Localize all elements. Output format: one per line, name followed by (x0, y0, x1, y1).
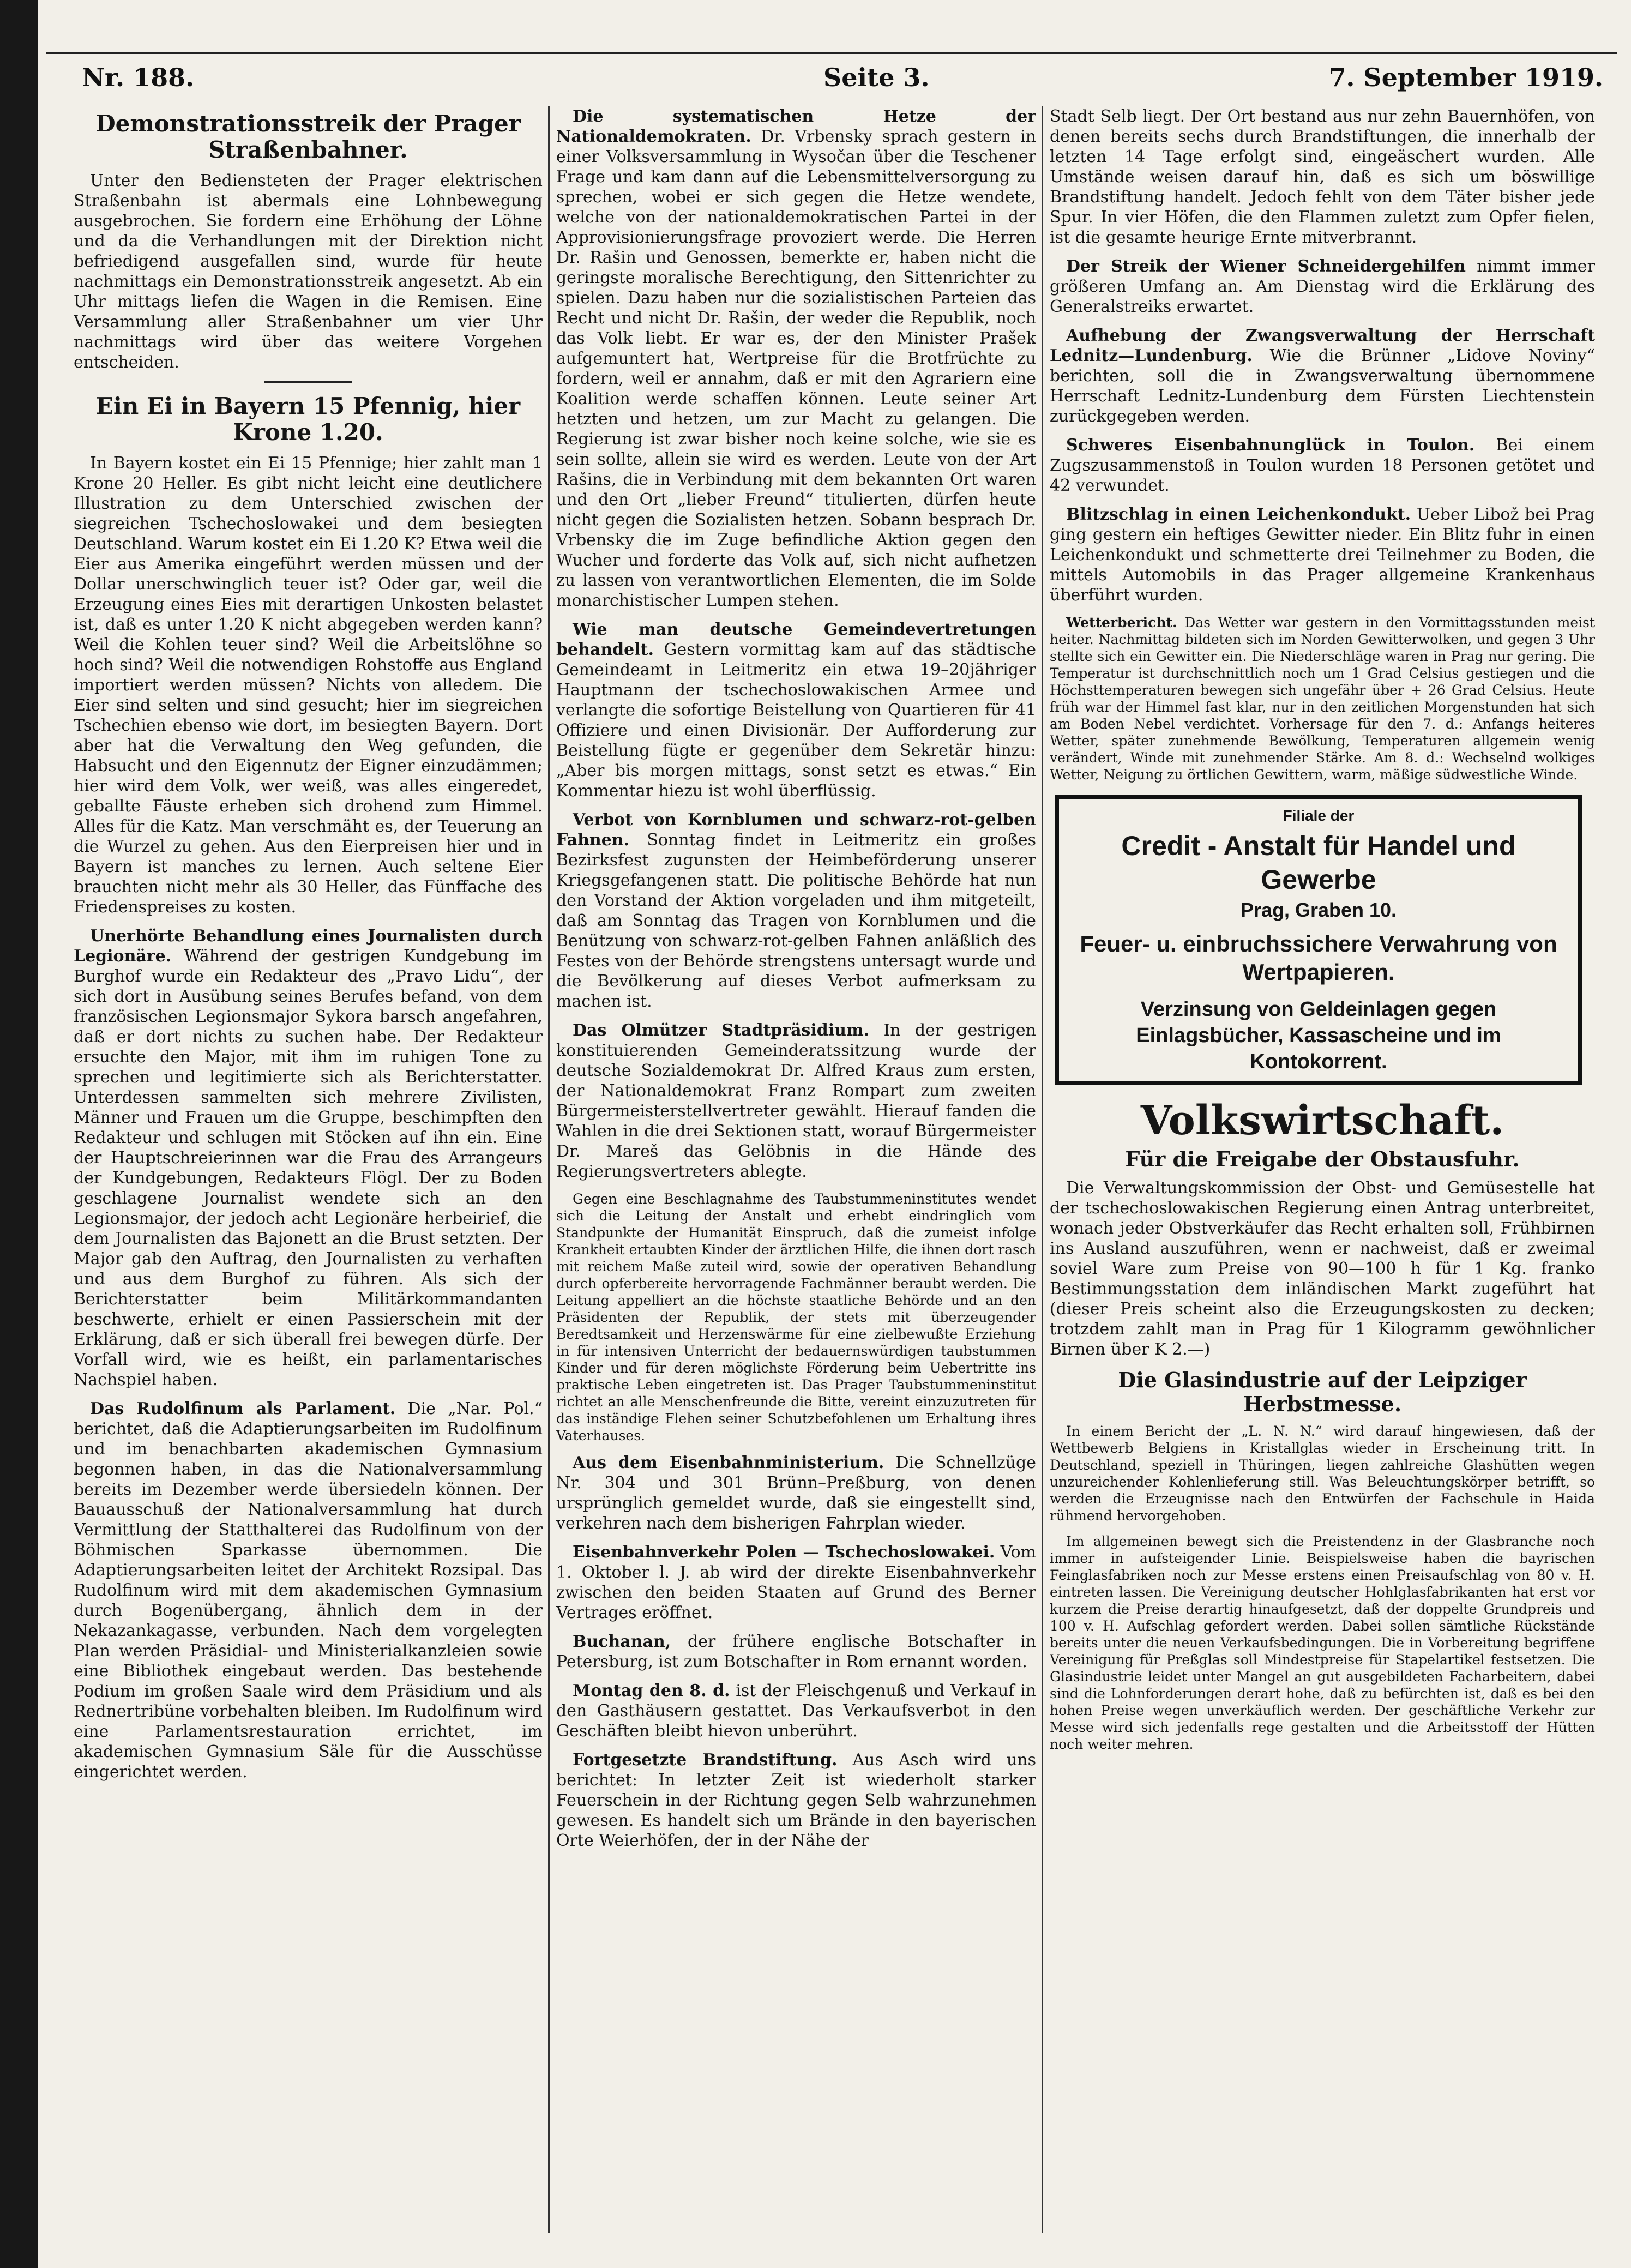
column-3 (1050, 106, 1595, 2222)
headline-ei: Ein Ei in Bayern 15 Pfennig, hier Krone 1.20. (95, 393, 521, 446)
article-fleisch (556, 1681, 1036, 1741)
article-kornblumen-title: Verbot von Kornblumen und schwarz-rot-gelben Fahnen. (556, 810, 1036, 850)
article-kornblumen (556, 810, 1036, 1012)
article-wetter (1050, 614, 1595, 783)
article-journalist (74, 926, 543, 1390)
article-rudolfinum-body: Die „Nar. Pol.“ berichtet, daß die Adaptierungsarbeiten im Rudolfinum und im benachbarten akademischen Gymnasium begonnen haben, in das die Nationalversammlung bereits im Dezember werde übersiedeln können. Der Bauausschuß der Nationalversammlung hat durch Vermittlung der Statthalterei das Rudolfinum von der Böhmischen Sparkasse übernommen. Die Adaptierungsarbeiten leitet der Architekt Rozsipal. Das Rudolfinum wird mit dem akademischen Gymnasium durch Bogenübergang, ähnlich dem in der Nekazankagasse, verbunden. Nach dem vorgelegten Plan werden Präsidial- und Ministerialkanzleien sowie eine Bibliothek eingebaut werden. Das bestehende Podium im großen Saale wird dem Präsidium und als Rednertribüne vorbehalten bleiben. Im Rudolfinum wird eine Parlamentsrestauration errichtet, im akademischen Gymnasium Säle für die Ausschüsse eingerichtet werden. (74, 1399, 543, 1782)
article-schneider-body: nimmt immer größeren Umfang an. Am Dienstag wird die Erklärung des Generalstreiks erwartet. (1050, 257, 1595, 316)
issue-date: 7. September 1919. (1328, 63, 1603, 92)
article-olmuetz (556, 1020, 1036, 1182)
article-olmuetz-body: In der gestrigen konstituierenden Gemeinderatssitzung wurde der deutsche Sozialdemokrat Dr. Alfred Kraus zum ersten, der Nationaldemokrat Franz Rompart zum zweiten Bürgermeisterstellvertreter gewählt. Hierauf fanden die Wahlen in die drei Sektionen statt, worauf Bürgermeister Dr. Mareš das Gelöbnis in die Hände des Regierungsvertreters ablegte. (556, 1021, 1036, 1181)
article-gemeindevertretungen-title: Wie man deutsche Gemeindevertretungen behandelt. (556, 620, 1036, 659)
article-toulon (1050, 435, 1595, 496)
article-toulon-body: Bei einem Zugszusammenstoß in Toulon wurden 18 Personen getötet und 42 verwundet. (1050, 436, 1595, 495)
issue-number: Nr. 188. (82, 63, 195, 92)
column-2 (556, 106, 1036, 2222)
article-lednitz-title: Aufhebung der Zwangsverwaltung der Herrschaft Lednitz—Lundenburg. (1050, 326, 1595, 365)
article-buchanan (556, 1632, 1036, 1672)
article-journalist-title: Unerhörte Behandlung eines Journalisten durch Legionäre. (74, 927, 543, 966)
article-eisenbahnministerium-title: Aus dem Eisenbahnministerium. (573, 1453, 884, 1472)
ad-line-filiale: Filiale der (1283, 807, 1355, 824)
article-polen-body: Vom 1. Oktober l. J. ab wird der direkte Eisenbahnverkehr zwischen den beiden Staaten auf Grund des Berner Vertrages eröffnet. (556, 1543, 1036, 1622)
article-polen (556, 1542, 1036, 1623)
headline-glasindustrie: Die Glasindustrie auf der Leipziger Herbstmesse. (1118, 1368, 1527, 1416)
article-schneider (1050, 256, 1595, 317)
article-hetze (556, 106, 1036, 611)
article-kornblumen-body: Sonntag findet in Leitmeritz ein großes Bezirksfest zugunsten der Heimbeförderung unserer Kriegsgefangenen statt. Die politische Behörde hat nun den Vorstand der Aktion vorgeladen und ihm mitgeteilt, daß am Sonntag das Tragen von Kornblumen und die Benützung von schwarz-rot-gelben Fahnen anläßlich des Festes von der Behörde strengstens untersagt wurde und die Bevölkerung auf dieses Verbot aufmerksam zu machen ist. (556, 831, 1036, 1011)
ad-line-bank-name: Credit - Anstalt für Handel und Gewerbe (1121, 831, 1516, 895)
article-brandstiftung (556, 1750, 1036, 1851)
page-number: Seite 3. (823, 63, 930, 92)
article-buchanan-body: der frühere englische Botschafter in Petersburg, ist zum Botschafter in Rom ernannt worden. (556, 1632, 1036, 1671)
separator (264, 381, 352, 383)
article-hetze-body: Dr. Vrbensky sprach gestern in einer Volksversammlung in Wysočan über die Teschener Frage und kam dann auf die Lebensmittelversorgung zu sprechen, wobei er sich gegen die Hetze wendete, welche von der nationaldemokratischen Partei in der Approvisionierungsfrage provoziert werde. Die Herren Dr. Rašin und Genossen, bemerkte er, haben nicht die geringste moralische Berechtigung, den Sittenrichter zu spielen. Dazu haben nur die sozialistischen Parteien das Recht und nicht Dr. Rašin, der weder die Republik, noch das Volk liebt. Er war es, der den Minister Prašek aufgemuntert hat, Wertpreise für die Brotfrüchte zu fordern, weil er annahm, daß er mit den Agrariern eine Koalition werde schaffen können. Leute seiner Art hetzten und hetzen, um zur Macht zu gelangen. Die Regierung ist zwar bisher noch keine solche, wie sie es sein sollte, allein sie wird es werden. Leute von der Art Rašins, die in Verbindung mit dem bekannten Ort waren und den Ort „lieber Freund“ titulierten, dürfen heute nicht gegen die Sozialisten hetzen. Sobann besprach Dr. Vrbensky die im Zuge befindliche Aktion gegen den Wucher und forderte das Volk auf, sich nicht aufhetzen zu lassen von verantwortlichen Elementen, die im Solde monarchistischer Lumpen stehen. (556, 127, 1036, 610)
article-lednitz-body: Wie die Brünner „Lidove Noviny“ berichten, soll die in Zwangsverwaltung übernommene Herrschaft Lednitz-Lundenburg dem Fürsten Liechtenstein zurückgegeben werden. (1050, 346, 1595, 426)
advertisement-credit-anstalt (1055, 795, 1582, 1085)
article-gemeindevertretungen (556, 619, 1036, 801)
article-hetze-title: Die systematischen Hetze der Nationaldemokraten. (556, 107, 1036, 146)
section-title-volkswirtschaft: Volkswirtschaft. (1140, 1097, 1504, 1144)
article-blitzschlag-body: Ueber Libož bei Prag ging gestern ein heftiges Gewitter nieder. Ein Blitz fuhr in einen Leichenkondukt und schmetterte drei Teilnehmer zu Boden, die mittels Automobils in das Prager allgemeine Krankenhaus überführt wurden. (1050, 505, 1595, 605)
article-blitzschlag (1050, 504, 1595, 605)
article-gemeindevertretungen-body: Gestern vormittag kam auf das städtische Gemeindeamt in Leitmeritz ein etwa 19–20jähriger Hauptmann der tschechoslowakischen Armee und verlangte die sofortige Beistellung von Quartieren für 41 Offiziere und einen Divisionär. Der Aufforderung zur Beistellung fügte er gegenüber dem Sekretär hinzu: „Aber bis morgen mittags, sonst setzt es etwas.“ Ein Kommentar hiezu ist wohl überflüssig. (556, 640, 1036, 801)
article-brandstiftung-title: Fortgesetzte Brandstiftung. (573, 1750, 838, 1770)
article-glasindustrie-2: Im allgemeinen bewegt sich die Preistendenz in der Glasbranche noch immer in aufsteigender Linie. Beispielsweise haben die bayrischen Feinglasfabriken noch zur Messe erstens einen Preisaufschlag von 80 v. H. eintreten lassen. Die Vereinigung deutscher Hohlglasfabrikanten hat erst vor kurzem die Preise derartig hinaufgesetzt, daß der doppelte Grundpreis und 100 v. H. Aufschlag gefordert werden. Dabei sollen sämtliche Rückstände bereits unter die neuen Verkaufsbedingungen. Die in Vorbereitung begriffene Vereinigung für Preßglas soll Mindestpreise für Stapelartikel festsetzen. Die Glasindustrie leidet unter Mangel an gut ausgebildeten Facharbeitern, dabei sind die Lohnforderungen derart hohe, daß zu befürchten ist, daß es bei den hohen Preise wegen unverkäuflich werden. Der geschäftliche Verkehr zur Messe wird sich jedenfalls rege gestalten und die Arbeitsstoff der Hütten noch weiter mehren. (1050, 1533, 1595, 1752)
ad-line-address: Prag, Graben 10. (1240, 899, 1397, 921)
article-toulon-title: Schweres Eisenbahnunglück in Toulon. (1066, 436, 1475, 455)
headline-streik: Demonstrationsstreik der Prager Straßenbahner. (95, 110, 521, 163)
scan-edge (0, 0, 38, 2268)
column-rule (1042, 106, 1043, 2233)
article-brandstiftung-cont: Stadt Selb liegt. Der Ort bestand aus nur zehn Bauernhöfen, von denen bereits sechs durch Brandstiftungen, die innerhalb der letzten 14 Tage erfolgt sind, eingeäschert wurden. Alle Umstände weisen darauf hin, daß es sich um böswillige Brandstiftung handelt. Jedoch fehlt von dem Täter bisher jede Spur. In vier Höfen, die den Flammen zuletzt zum Opfer fielen, ist die gesamte heurige Ernte mitverbrannt. (1050, 107, 1595, 247)
article-wetter-body: Das Wetter war gestern in den Vormittagsstunden meist heiter. Nachmittag bildeten sich im Norden Gewitterwolken, und gegen 3 Uhr stellte sich ein Gewitter ein. Die Niederschläge waren in Prag nur gering. Die Temperatur ist durchschnittlich noch um 1 Grad Celsius gestiegen und die Höchsttemperaturen bewegen sich ungefähr über + 26 Grad Celsius. Heute früh war der Himmel fast klar, nur in den zeitlichen Morgenstunden hat sich am Boden Nebel verdichtet. Vorhersage für den 7. d.: Anfangs heiteres Wetter, später zunehmende Bewölkung, Temperaturen allgemein wenig verändert, Winde mit zunehmender Stärke. Am 8. d.: Wechselnd wolkiges Wetter, Neigung zu örtlichen Gewittern, warm, mäßige südwestliche Winde. (1050, 615, 1595, 783)
article-olmuetz-title: Das Olmützer Stadtpräsidium. (573, 1021, 870, 1040)
page-header (60, 63, 1620, 101)
article-journalist-body: Während der gestrigen Kundgebung im Burghof wurde ein Redakteur des „Pravo Lidu“, der sich dort in Ausübung seines Berufes befand, von dem französischen Legionsmajor Sykora barsch angefahren, daß er dort nichts zu suchen habe. Der Redakteur ersuchte den Major, mit ihm im ruhigen Tone zu sprechen und legitimierte sich als Berichterstatter. Unterdessen sammelten sich mehrere Zivilisten, Männer und Frauen um die Gruppe, beschimpften den Redakteur und schlugen mit Stöcken auf ihn ein. Eine der Hauptschreierinnen war die Frau des Arrangeurs der Kundgebungen, Redakteurs Flögl. Der zu Boden geschlagene Journalist wendete sich an den Legionsmajor, der jedoch acht Legionäre herbeirief, die dem Journalisten das Bajonett an die Brust setzten. Der Major gab den Auftrag, den Journalisten zu verhaften und aus dem Burghof zu führen. Als sich der Berichterstatter beim Militärkommandanten beschwerte, erhielt er einen Passierschein mit der Erklärung, daß er sich überall frei bewegen dürfe. Der Vorfall wird, wie es heißt, ein parlamentarisches Nachspiel haben. (74, 947, 543, 1389)
ad-line-verwahrung: Feuer- u. einbruchssichere Verwahrung von Wertpapieren. (1080, 931, 1557, 985)
column-rule (548, 106, 550, 2233)
article-schneider-title: Der Streik der Wiener Schneidergehilfen (1066, 257, 1466, 276)
ad-line-verzinsung: Verzinsung von Geldeinlagen gegen Einlagsbücher, Kassascheine und im Kontokorrent. (1136, 998, 1501, 1073)
article-ei: In Bayern kostet ein Ei 15 Pfennige; hier zahlt man 1 Krone 20 Heller. Es gibt nicht leicht eine deutlichere Illustration zu dem Unterschied zwischen der siegreichen Tschechoslowakei und dem besiegten Deutschland. Warum kostet ein Ei 1.20 K? Etwa weil die Eier aus Amerika eingeführt werden müssen und der Dollar unerschwinglich teuer ist? Oder gar, weil die Erzeugung eines Eies mit derartigen Unkosten belastet ist, daß es unter 1.20 K nicht abgegeben werden kann? Weil die Kohlen teuer sind? Weil die Arbeitslöhne so hoch sind? Weil die notwendigen Rohstoffe aus England importiert werden müssen? Nichts von alledem. Die Eier sind selten und sind gesucht; hier im siegreichen Tschechien ebenso wie dort, im besiegten Bayern. Dort aber hat die Verwaltung den Weg gefunden, die Habsucht und den Eigennutz der Eigner einzudämmen; hier wird dem Volk, wer weiß, was alles eingeredet, geballte Fäuste erheben sich drohend zum Himmel. Alles für die Katz. Man verschmäht es, der Teuerung an die Wurzel zu gehen. Aus den Eierpreisen hier und in Bayern ist manches zu lernen. Auch seltene Eier brauchten nicht mehr als 30 Heller, das Fünffache des Friedenspreises zu kosten. (74, 454, 543, 917)
article-eisenbahnministerium-body: Die Schnellzüge Nr. 304 und 301 Brünn–Preßburg, von denen ursprünglich gemeldet wurde, daß sie eingestellt sind, verkehren nach dem bisherigen Fahrplan wieder. (556, 1453, 1036, 1533)
article-fleisch-title: Montag den 8. d. (573, 1681, 730, 1700)
article-streik: Unter den Bediensteten der Prager elektrischen Straßenbahn ist abermals eine Lohnbewegung ausgebrochen. Sie fordern eine Erhöhung der Löhne und da die Verhandlungen mit der Direktion nicht befriedigend ausgefallen sind, wurde für heute nachmittags ein Demonstrationsstreik angesetzt. Ab ein Uhr mittags liefen die Wagen in die Remisen. Eine Versammlung aller Straßenbahner um vier Uhr nachmittags wird über das weitere Vorgehen entscheiden. (74, 171, 543, 372)
article-buchanan-title: Buchanan, (573, 1632, 671, 1651)
article-taubstummen: Gegen eine Beschlagnahme des Taubstummeninstitutes wendet sich die Leitung der Anstalt und erhebt eindringlich vom Standpunkte der Humanität Einspruch, daß die zumeist infolge Krankheit ertaubten Kinder der ärztlichen Hilfe, die ihnen dort rasch mit reichem Maße zuteil wird, sowie der operativen Behandlung durch opferbereite hervorragende Fachmänner beraubt werden. Die Leitung appelliert an die höchste staatliche Behörde und an den Präsidenten der Republik, der stets mit überzeugender Beredtsamkeit und Herzenswärme für eine zielbewußte Erziehung in für intensiven Unterricht der bedauernswürdigen taubstummen Kinder und für deren möglichste Förderung beim Uebertritte ins praktische Leben eingetreten ist. Das Prager Taubstummeninstitut richtet an alle Menschenfreunde die Bitte, vereint einzuzutreten für das inständige Flehen seiner Schutzbefohlenen um Erhaltung ihres Vaterhauses. (556, 1191, 1036, 1443)
article-polen-title: Eisenbahnverkehr Polen — Tschechoslowakei. (573, 1543, 995, 1562)
column-1 (74, 106, 543, 2222)
article-rudolfinum (74, 1399, 543, 1782)
headline-obstausfuhr: Für die Freigabe der Obstausfuhr. (1125, 1147, 1520, 1171)
article-glasindustrie-1: In einem Bericht der „L. N. N.“ wird darauf hingewiesen, daß der Wettbewerb Belgiens in Kristallglas wieder in Erscheinung tritt. In Deutschland, speziell in Thüringen, liegen zahlreiche Glashütten wegen unzureichender Kohlenlieferung still. Was Beleuchtungskörper betrifft, so werden die Erzeugnisse nach den Entwürfen der Fachschule in Haida rühmend hervorgehoben. (1050, 1423, 1595, 1524)
article-obstausfuhr: Die Verwaltungskommission der Obst- und Gemüsestelle hat der tschechoslowakischen Regierung einen Antrag unterbreitet, wonach jeder Obstverkäufer das Recht erhalten soll, Frühbirnen ins Ausland auszuführen, wenn er nachweist, daß er zweimal soviel Ware zum Preise von 90—100 h für 1 Kg. franko Bestimmungsstation dem inländischen Markt zugeführt hat (dieser Preis scheint also die Erzeugungskosten zu decken; trotzdem zahlt man in Prag für 1 Kilogramm gewöhnlicher Birnen über K 2.—) (1050, 1178, 1595, 1359)
article-rudolfinum-title: Das Rudolfinum als Parlament. (90, 1399, 396, 1418)
article-wetter-title: Wetterbericht. (1066, 615, 1177, 630)
article-blitzschlag-title: Blitzschlag in einen Leichenkondukt. (1066, 505, 1411, 524)
article-fleisch-body: ist der Fleischgenuß und Verkauf in den Gasthäusern gestattet. Das Verkaufsverbot in den Geschäften bleibt hievon unberührt. (556, 1681, 1036, 1741)
article-brandstiftung-body: Aus Asch wird uns berichtet: In letzter Zeit ist wiederholt starker Feuerschein in der Richtung gegen Selb wahrzunehmen gewesen. Es handelt sich um Brände in den bayerischen Orte Weierhöfen, der in der Nähe der (556, 1750, 1036, 1850)
article-eisenbahnministerium (556, 1453, 1036, 1533)
article-lednitz (1050, 326, 1595, 426)
